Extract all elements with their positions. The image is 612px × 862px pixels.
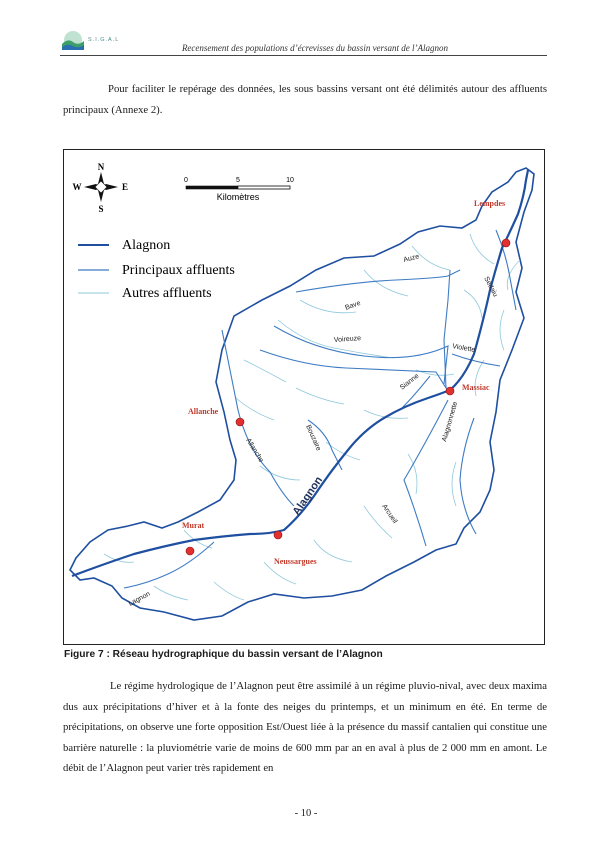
label-auze: Auze <box>402 253 420 264</box>
scale-tick-5: 5 <box>236 177 240 184</box>
label-arcueil: Arcueil <box>380 503 399 525</box>
label-sianne: Sianne <box>398 372 421 392</box>
body-paragraph: Le régime hydrologique de l’Alagnon peut être assimilé à un régime pluvio-nival, avec deux maxima dus aux précipitations d’hiver et à la fonte des neiges du printemps, et un minimum en été. En terme de précipitations, on observe une forte opposition Est/Ouest liée à la présence du massif cantalien qui constitue une barrière naturelle : la pluviométrie varie de moins de 600 mm par an en aval à plus de 2 000 mm en amont. Le débit de l’Alagnon peut varier très rapidement en <box>63 680 547 774</box>
scale-tick-0: 0 <box>184 177 188 184</box>
town-label-massiac: Massiac <box>462 383 490 392</box>
label-violette: Violette <box>451 343 476 355</box>
compass-n: N <box>97 162 105 172</box>
town-label-allanche: Allanche <box>188 407 219 416</box>
label-bave: Bave <box>344 299 362 312</box>
sigal-logo-icon <box>60 30 86 52</box>
label-alagnonnette: Alagnonnette <box>441 400 460 443</box>
header-divider <box>60 55 547 56</box>
label-lagnon: Lagnon <box>127 590 152 608</box>
running-header: Recensement des populations d’écrevisses du bassin versant de l’Alagnon <box>181 43 449 53</box>
town-marker-neussargues <box>274 531 282 539</box>
scale-unit: Kilomètres <box>216 192 260 202</box>
legend-label-other-tributaries: Autres affluents <box>122 286 212 301</box>
legend-label-alagnon: Alagnon <box>122 238 171 253</box>
label-bouzaire: Bouzaire <box>304 423 322 453</box>
compass-s: S <box>98 204 104 214</box>
label-alagnon-main: Alagnon <box>290 474 326 518</box>
legend-label-main-tributaries: Principaux affluents <box>122 263 235 278</box>
scale-tick-10: 10 <box>286 177 294 184</box>
town-label-lempdes: Lempdes <box>474 199 506 208</box>
town-marker-massiac <box>446 387 454 395</box>
compass-rose <box>73 162 129 214</box>
town-marker-allanche <box>236 418 244 426</box>
label-allanche-river: Allanche <box>244 437 265 464</box>
label-sedaiu: Sédaiu <box>482 275 499 299</box>
logo-text: S.I.G.A.L <box>88 37 120 43</box>
scale-bar <box>184 177 294 202</box>
map-legend <box>78 238 235 301</box>
town-label-murat: Murat <box>182 521 205 530</box>
town-marker-murat <box>186 547 194 555</box>
compass-e: E <box>121 182 129 192</box>
intro-paragraph: Pour faciliter le repérage des données, les sous bassins versant ont été délimités autour des affluents principaux (Annexe 2). <box>63 83 547 116</box>
figure-caption: Figure 7 : Réseau hydrographique du bassin versant de l’Alagnon <box>64 649 383 660</box>
page-number: - 10 - <box>294 808 318 819</box>
compass-w: W <box>72 182 82 192</box>
town-marker-lempdes <box>502 239 510 247</box>
hydrographic-map <box>63 149 545 645</box>
label-voireuze: Voireuze <box>333 335 362 344</box>
town-label-neussargues: Neussargues <box>274 557 317 566</box>
